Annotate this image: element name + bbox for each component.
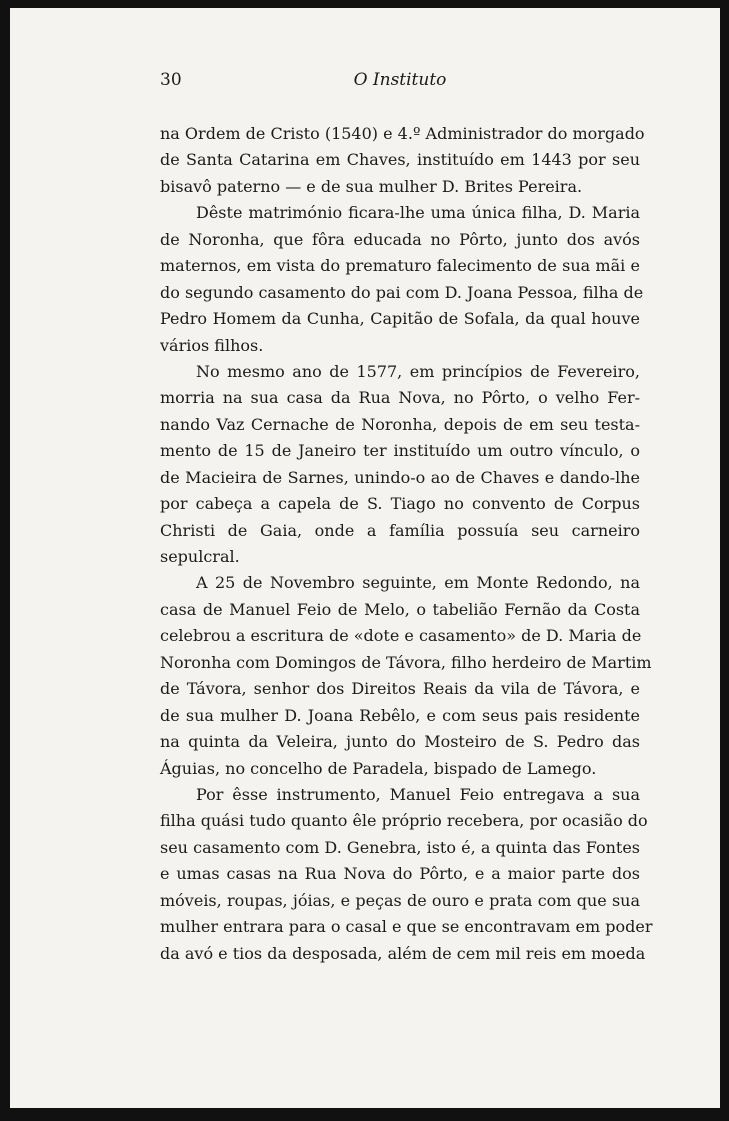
text-line: No mesmo ano de 1577, em princípios de Fevereiro,	[196, 361, 640, 381]
text-line: Águias, no concelho de Paradela, bispado de Lamego.	[160, 758, 597, 778]
text-line: filha quási tudo quanto êle próprio recebera, por ocasião do	[160, 811, 648, 831]
text-line: bisavô paterno — e de sua mulher D. Brites Pereira.	[160, 176, 583, 196]
text-line: de Santa Catarina em Chaves, instituído em 1443 por seu	[160, 150, 640, 170]
text-line: Por êsse instrumento, Manuel Feio entregava a sua	[196, 784, 640, 804]
text-line: de sua mulher D. Joana Rebêlo, e com seus pais residente	[160, 705, 640, 725]
text-line: vários filhos.	[160, 335, 264, 355]
text-line: nando Vaz Cernache de Noronha, depois de em seu testa-	[160, 414, 640, 434]
text-line: Pedro Homem da Cunha, Capitão de Sofala, da qual houve	[160, 309, 640, 329]
text-line: morria na sua casa da Rua Nova, no Pôrto, o velho Fer-	[160, 388, 640, 408]
text-line: móveis, roupas, jóias, e peças de ouro e prata com que sua	[160, 890, 640, 910]
text-line: sepulcral.	[160, 547, 240, 566]
text-line: maternos, em vista do prematuro falecimento de sua mãi e	[160, 256, 640, 276]
text-line: e umas casas na Rua Nova do Pôrto, e a maior parte dos	[160, 864, 640, 884]
running-title: O Instituto	[353, 70, 447, 90]
text-line: mento de 15 de Janeiro ter instituído um outro vínculo, o	[160, 441, 640, 461]
text-line: celebrou a escritura de «dote e casamento» de D. Maria de	[160, 626, 642, 646]
text-line: Christi de Gaia, onde a família possuía seu carneiro	[160, 520, 640, 540]
text-line: de Távora, senhor dos Direitos Reais da vila de Távora, e	[160, 679, 640, 699]
text-line: da avó e tios da desposada, além de cem mil reis em moeda	[160, 943, 646, 963]
paragraph	[160, 359, 640, 571]
page-header	[160, 70, 640, 100]
text-line: mulher entrara para o casal e que se encontravam em poder	[160, 917, 653, 937]
text-line: A 25 de Novembro seguinte, em Monte Redondo, na	[196, 573, 640, 593]
text-line: casa de Manuel Feio de Melo, o tabelião Fernão da Costa	[160, 599, 640, 619]
text-line: de Noronha, que fôra educada no Pôrto, junto dos avós	[160, 229, 640, 249]
paragraph	[160, 782, 653, 967]
text-line: na Ordem de Cristo (1540) e 4.º Administrador do morgado	[160, 124, 645, 143]
paragraph	[160, 570, 652, 782]
page-sheet	[10, 8, 720, 1108]
text-line: Noronha com Domingos de Távora, filho herdeiro de Martim	[160, 652, 652, 672]
page-number: 30	[160, 70, 182, 90]
text-line: na quinta da Veleira, junto do Mosteiro de S. Pedro das	[160, 732, 640, 752]
paragraph	[160, 121, 645, 200]
text-line: seu casamento com D. Genebra, isto é, a quinta das Fontes	[160, 837, 640, 857]
text-line: Dêste matrimónio ficara-lhe uma única filha, D. Maria	[196, 203, 640, 223]
text-line: do segundo casamento do pai com D. Joana Pessoa, filha de	[160, 282, 644, 302]
paragraph	[160, 200, 644, 359]
text-line: de Macieira de Sarnes, unindo-o ao de Chaves e dando-lhe	[160, 467, 640, 487]
body-text	[160, 121, 653, 967]
text-line: por cabeça a capela de S. Tiago no convento de Corpus	[160, 494, 640, 514]
